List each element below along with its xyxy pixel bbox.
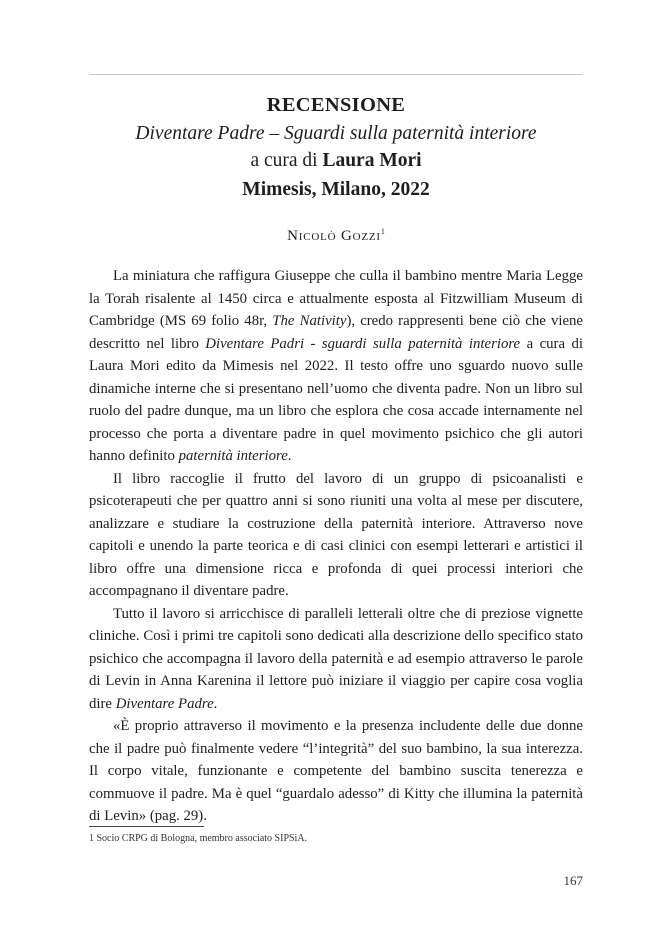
footnote-ref: 1 bbox=[380, 227, 385, 236]
body-paragraph bbox=[89, 265, 583, 468]
header-rule bbox=[89, 74, 583, 75]
italic-text: Diventare Padre bbox=[115, 695, 214, 712]
book-title: Diventare Padre – Sguardi sulla paternità interiore bbox=[135, 123, 537, 144]
body-paragraph bbox=[89, 603, 583, 716]
author-name: Nicolò Gozzi bbox=[287, 228, 381, 244]
review-body bbox=[89, 265, 583, 828]
paragraph-text: ), credo rappresenti bene ciò che viene descritto nel libro bbox=[89, 313, 583, 352]
paragraph-text: La miniatura che raffigura Giuseppe che culla il bambino mentre Maria Legge la Torah risalente al 1450 circa e attualmente esposta al Fitzwilliam Museum di Cambridge (MS 69 folio 48r, bbox=[89, 268, 583, 329]
italic-text: Diventare Padri - sguardi sulla paternità interiore bbox=[205, 335, 521, 352]
page-number: 167 bbox=[563, 873, 583, 888]
body-paragraph bbox=[89, 468, 583, 603]
book-editor bbox=[89, 147, 583, 175]
paragraph-text: «È proprio attraverso il movimento e la presenza includente delle due donne che il padre può finalmente vedere “l’integrità” del suo bambino, la sua interezza. Il corpo vitale, funzionante e competente del bambino suscita tenerezza e commuove il padre. Ma è quel “guardalo adesso” di Kitty che illumina la paternità di Levin» (pag. 29). bbox=[89, 718, 583, 824]
editor-prefix: a cura di bbox=[250, 150, 318, 171]
paragraph-text: . bbox=[287, 448, 292, 464]
paragraph-text: Il libro raccoglie il frutto del lavoro di un gruppo di psicoanalisti e psicoterapeuti che per quattro anni si sono riuniti una volta al mese per discutere, analizzare e studiare la costruzione della paternità interiore. Attraverso nove capitoli e unendo la parte teorica e di casi clinici con esempi letterari e artistici il libro offre una dimensione ricca e profonda di quei processi interiori che accompagnano il diventare padre. bbox=[89, 470, 583, 599]
body-paragraph bbox=[89, 715, 583, 828]
review-heading bbox=[89, 90, 583, 246]
italic-text: paternità interiore bbox=[178, 448, 288, 464]
page-title: RECENSIONE bbox=[266, 94, 406, 116]
paragraph-text: a cura di Laura Mori edito da Mimesis nel 2022. Il testo offre uno sguardo nuovo sulle dinamiche interne che si presentano nell’uomo che diventa padre. Non un libro sul ruolo del padre dunque, ma un libro che esplora che cosa accade internamente nel processo che porta a diventare padre in quel movimento psichico che gli autori hanno definito bbox=[89, 335, 583, 464]
footnote-rule bbox=[89, 826, 204, 827]
footnote: 1 Socio CRPG di Bologna, membro associato SIPSiA. bbox=[89, 833, 308, 844]
book-publisher: Mimesis, Milano, 2022 bbox=[242, 179, 430, 200]
editor-name: Laura Mori bbox=[322, 150, 422, 171]
paragraph-text: . bbox=[213, 695, 218, 712]
review-author bbox=[89, 222, 583, 246]
paragraph-text: Tutto il lavoro si arricchisce di paralleli letterali oltre che di preziose vignette cliniche. Così i primi tre capitoli sono dedicati alla descrizione dello specifico stato psichico che accompagna il lavoro della paternità e ad esempio attraverso le parole di Levin in Anna Karenina il lettore può iniziare il viaggio per capire cosa voglia dire bbox=[89, 605, 583, 712]
italic-text: The Nativity bbox=[272, 313, 347, 329]
